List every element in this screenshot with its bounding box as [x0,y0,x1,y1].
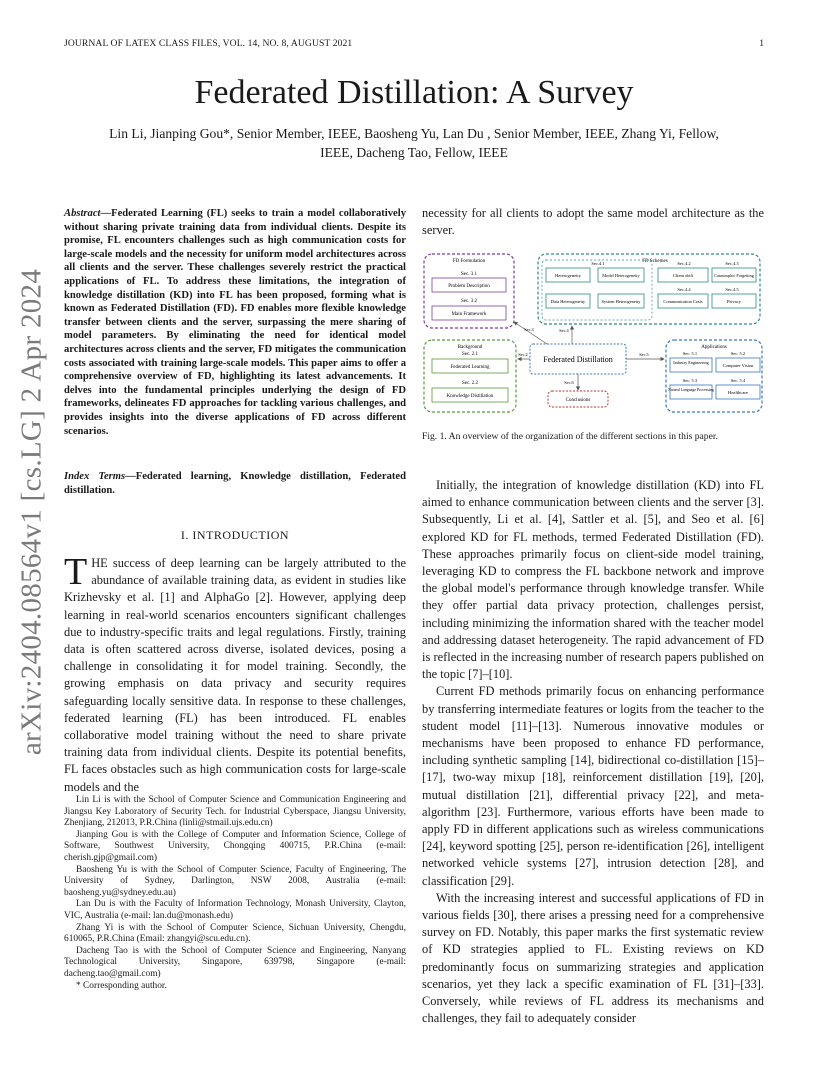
data-het-label: Data Heterogeneity [550,299,586,304]
overview-diagram [422,250,764,420]
drop-cap: T [64,551,88,593]
sec43-label: Sec.4.3 [725,261,739,266]
fd-formulation-title: FD Formulation [452,259,486,264]
index-terms-label: Index Terms [64,471,126,482]
healthcare-label: Healthcare [728,390,748,395]
center-label: Federated Distillation [543,355,613,364]
index-terms-text: —Federated learning, Knowledge distillation, Federated distillation. [64,471,406,496]
fl-label: Federated Learning [450,365,490,370]
footnote: * Corresponding author. [76,980,167,991]
applications-group [666,340,762,412]
kd-label: Knowledge Distillation [446,394,494,399]
sec4-label: Sec.4 [559,328,569,333]
paper-title: Federated Distillation: A Survey [194,74,634,111]
page-number: 1 [759,38,764,49]
intro-text: success of deep learning can be largely attributed to the abundance of available training data, as evident in studies like Krizhevsky et al. [1] and AlphaGo [2]. However, applying deep learning in real-world scenarios encounters significant challenges due to industry-specific traits and legal regulations. Firstly, training data is often scattered across diverse, isolated devices, posing a challenge in consolidating it for model training. Secondly, the growing emphasis on data privacy and security requires safeguarding locally sensitive data. In response to these challenges, federated learning (FL) has been introduced. FL enables collaborative model training without the need to share private training data from individual clients. Despite its potential benefits, FL faces obstacles such as high communication costs for large-scale models and the [64,556,406,794]
heterogeneity-label: Heterogeneity [554,273,582,278]
abstract-continuation: necessity for all clients to adopt the same model architecture as the server. [422,206,764,238]
footnote: Lin Li is with the School of Computer Science and Communication Engineering and Jiangsu Key Laboratory of Security Tech. for Industrial Cyberspace, Jiangsu University, Zhenjiang, 212013, P.R.China (linli@stmail.ujs.edu.cn) [64,795,406,829]
sec31-label: Sec. 3.1 [461,272,477,277]
abstract-label: Abstract [64,208,101,219]
sec32-label: Sec. 3.2 [461,299,477,304]
arxiv-stamp [6,262,58,762]
intro-paragraph [64,551,406,796]
body-paragraph: With the increasing interest and successful applications of FD in various fields [30], there arises a pressing need for a comprehensive survey on FD. Notably, this paper marks the first systematic review of KD strategies applied to FL. Existing reviews on KD predominantly focus on summarizing strategies and application scenarios, yet they lack a specific examination of FL [31]–[33]. Conversely, while reviews of FL address its mechanisms and challenges, they fail to adequately consider [422,890,764,1026]
sec5-label: Sec.5 [639,352,649,357]
abstract-text: —Federated Learning (FL) seeks to train a model collaboratively without sharing private training data from individual clients. Despite its promise, FL encounters challenges such as high communication costs for large-scale models and the necessity for uniform model architectures across all clients and the server. These challenges severely restrict the practical applications of FL. To address these limitations, the integration of knowledge distillation (KD) into FL has been proposed, forming what is known as Federated Distillation (FD). FD enables more flexible knowledge transfer between clients and the server, surpassing the mere sharing of model parameters. By eliminating the need for identical model architectures across clients and the server, FD mitigates the communication costs associated with training large-scale models. This paper aims to offer a comprehensive overview of FD, highlighting its latest advancements. It delves into the fundamental principles underlying the design of FD frameworks, delineates FD approaches for tackling various challenges, and provides insights into the diverse applications of FD across different scenarios. [64,208,406,437]
sec45-label: Sec.4.5 [725,287,739,292]
author-list [64,124,764,162]
figure-overview [422,250,764,420]
framework-label: Main Framework [451,312,487,317]
sec2-label: Sec.2 [518,352,528,357]
footnote: Zhang Yi is with the School of Computer Science, Sichuan University, Chengdu, 610065, P.R.China (Email: zhangyi@scu.edu.cn). [64,922,406,945]
figure-caption: Fig. 1. An overview of the organization of the different sections in this paper. [422,431,718,442]
link-sec3 [514,322,547,344]
sec53-label: Sec. 5.3 [682,378,698,383]
sec42-label: Sec.4.2 [677,261,691,266]
sec3-label: Sec.3 [524,327,534,332]
body-paragraph: Current FD methods primarily focus on enhancing performance by transferring intermediate features or logits from the teacher to the student model [11]–[13]. Numerous innovative modules or mechanisms have been proposed to enhance FD performance, including synthetic sampling [14], bidirectional co-distillation [15]–[17], two-way mixup [18], reinforcement distillation [19], [20], mutual distillation [21], differential privacy [22], and meta-algorithm [23]. Furthermore, various efforts have been made to apply FD in different applications such as wireless communications [24], keyword spotting [25], person re-identification [26], intelligent networked vehicle systems [27], intrusion detection [28], and classification [29]. [422,684,764,888]
sec51-label: Sec. 5.1 [682,351,698,356]
footnote: Lan Du is with the Faculty of Information Technology, Monash University, Clayton, VIC, Australia (e-mail: lan.du@monash.edu) [64,899,406,921]
background-title: Background [457,345,483,350]
right-column-body [422,477,764,1028]
abstract [64,207,406,438]
sec41-label: Sec.4.1 [591,261,605,266]
sec52-label: Sec. 5.2 [730,351,746,356]
running-head: JOURNAL OF LATEX CLASS FILES, VOL. 14, NO. 8, AUGUST 2021 [64,38,353,49]
client-drift-label: Client drift [672,273,694,278]
nlp-label: Natural Language Processing [668,388,714,392]
sec6-label: Sec.6 [564,380,574,385]
arxiv-stamp-text: arXiv:2404.08564v1 [cs.LG] 2 Apr 2024 [15,268,48,756]
intro-first-word: HE [91,556,108,570]
catastrophic-label: Catastrophic Forgetting [714,273,754,278]
problem-label: Problem Description [448,284,490,289]
conclusions-label: Conclusions [565,398,591,403]
section-heading: I. INTRODUCTION [180,528,290,542]
model-het-label: Model Heterogeneity [602,273,640,278]
index-terms [64,470,406,497]
industry-label: Industry Engineering [673,360,709,365]
sec21-label: Sec. 2.1 [462,352,478,357]
sec44-label: Sec.4.4 [677,287,691,292]
body-paragraph: Initially, the integration of knowledge distillation (KD) into FL aimed to enhance communication between clients and the server [3]. Subsequently, Li et al. [4], Sattler et al. [5], and Seo et al. [6] explored KD for FL methods, termed Federated Distillation (FD). These approaches primarily focus on client-side model training, leveraging KD to compress the FL backbone network and improve the global model's performance through knowledge transfer. While they offer partial data privacy protection, challenges persist, including minimizing the information shared with the teacher model and addressing dataset heterogeneity. The rapid advancement of FD is reflected in the increasing number of research papers published on the topic [7]–[10]. [422,478,764,682]
sec22-label: Sec. 2.2 [462,381,478,386]
author-footnotes [64,795,406,992]
privacy-label: Privacy [726,299,742,304]
fd-schemes-title: FD Schemes [642,259,668,264]
footnote: Baosheng Yu is with the School of Computer Science, Faculty of Engineering, The University of Sydney, Darlington, NSW 2008, Australia (e-mail: baosheng.yu@sydney.edu.au) [64,864,406,898]
cv-label: Computer Vision [722,363,754,368]
authors-line-1: Lin Li, Jianping Gou*, Senior Member, IEEE, Baosheng Yu, Lan Du , Senior Member, IEEE, Zhang Yi, Fellow, [109,126,719,141]
comm-costs-label: Communication Costs [663,299,703,304]
system-het-label: System Heterogeneity [601,299,641,304]
sec54-label: Sec. 5.4 [730,378,746,383]
applications-title: Applications [701,345,727,350]
footnote: Dacheng Tao is with the School of Computer Science and Engineering, Nanyang Technological University, Singapore, 639798, Singapore (e-mail: dacheng.tao@gmail.com) [64,945,406,979]
footnote: Jianping Gou is with the College of Computer and Information Science, College of Software, Southwest University, Chongqing 400715, P.R.China (e-mail: cherish.gjp@gmail.com) [64,829,406,863]
authors-line-2: IEEE, Dacheng Tao, Fellow, IEEE [320,145,508,160]
